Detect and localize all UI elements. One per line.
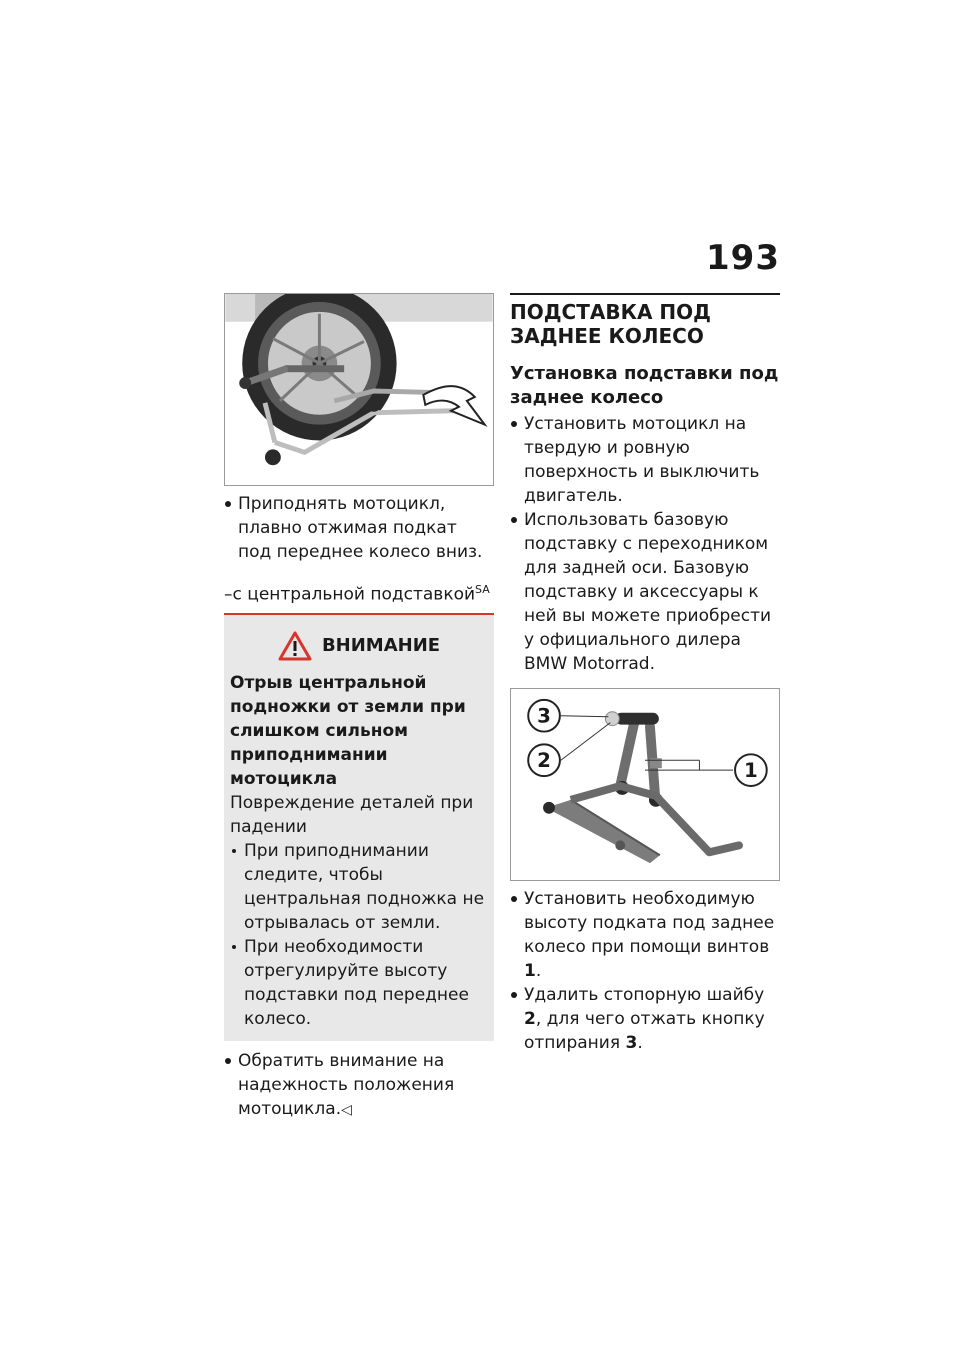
rear-wheel-stand-illustration bbox=[511, 689, 779, 880]
right-column bbox=[510, 293, 780, 1055]
left-column bbox=[224, 293, 494, 1122]
warning-triangle-icon bbox=[278, 631, 312, 661]
warning-box bbox=[224, 613, 494, 1041]
condition-center-stand: –с центральной подставкой$^{SA}$ bbox=[224, 583, 490, 605]
front-wheel-stand-illustration bbox=[225, 294, 493, 485]
step-check-position: Обратить внимание на надежность положения мотоцикла.◁ bbox=[224, 1049, 494, 1122]
rear-stand-figure bbox=[510, 688, 780, 881]
page-number: 193 bbox=[706, 238, 780, 278]
warning-title: Отрыв центральной подножки от земли при слишком сильном приподнимании мотоцикла bbox=[230, 672, 466, 789]
section-title: ПОДСТАВКА ПОД ЗАДНЕЕ КОЛЕСО bbox=[510, 293, 780, 348]
step-lift-motorcycle: Приподнять мотоцикл, плавно отжимая подкат под переднее колесо вниз. bbox=[224, 492, 494, 564]
sub-title: Установка подставки под заднее колесо bbox=[510, 363, 779, 408]
callout-2: 2 bbox=[537, 749, 551, 773]
warning-label: ВНИМАНИЕ bbox=[321, 635, 441, 657]
warning-item: При необходимости отрегулируйте высоту подставки под переднее колесо. bbox=[230, 935, 488, 1031]
warning-consequence: Повреждение деталей при падении bbox=[230, 792, 474, 837]
step-place-motorcycle: Установить мотоцикл на твердую и ровную поверхность и выключить двигатель. bbox=[510, 412, 780, 508]
end-of-section-icon: ◁ bbox=[341, 1101, 352, 1118]
callout-3: 3 bbox=[537, 704, 551, 728]
callout-1: 1 bbox=[744, 759, 758, 783]
step-adjust-height: Установить необходимую высоту подката под заднее колесо при помощи винтов 1. bbox=[510, 887, 780, 983]
warning-item: При приподнимании следите, чтобы центральная подножка не отрывалась от земли. bbox=[230, 839, 488, 935]
step-use-base-stand: Использовать базовую подставку с переходником для задней оси. Базовую подставку и аксессуары к ней вы можете приобрести у официального дилера BMW Motorrad. bbox=[510, 508, 780, 676]
warning-header bbox=[230, 631, 488, 661]
step-remove-washer: Удалить стопорную шайбу 2, для чего отжать кнопку отпирания 3. bbox=[510, 983, 780, 1055]
front-stand-figure bbox=[224, 293, 494, 486]
